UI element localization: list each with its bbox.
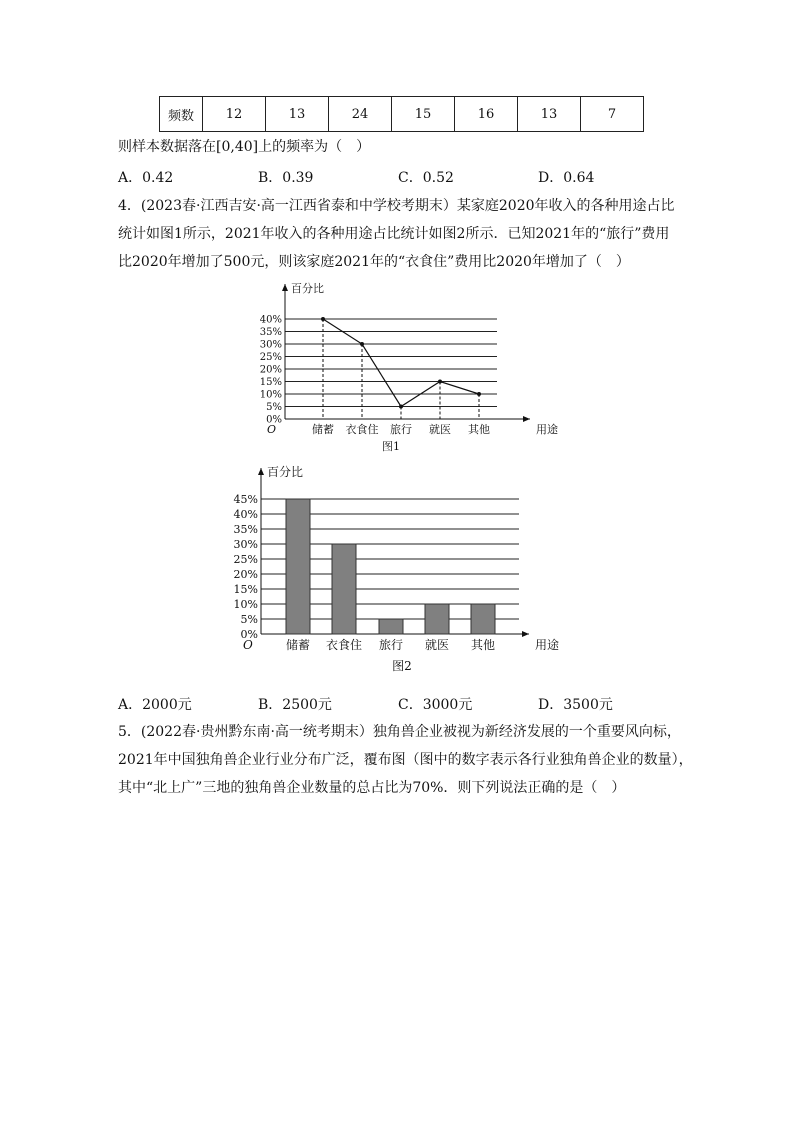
origin-label: O xyxy=(243,638,253,652)
x-tick-label: 衣食住 xyxy=(345,423,379,436)
x-axis-arrow xyxy=(522,631,529,637)
x-tick-label: 就医 xyxy=(424,638,450,652)
data-point xyxy=(321,317,325,321)
table-cell: 7 xyxy=(581,97,644,132)
x-tick-label: 储蓄 xyxy=(285,638,311,652)
q4-option-a: A．2000元 xyxy=(118,697,192,713)
table-row xyxy=(160,97,644,132)
question-5-line-2: 2021年中国独角兽企业行业分布广泛，覆布图（图中的数字表示各行业独角兽企业的数量）， xyxy=(118,752,693,768)
y-axis-arrow xyxy=(282,284,288,291)
figure-1-line-chart xyxy=(230,278,560,454)
q3-option-b: B．0.39 xyxy=(258,170,314,186)
table-cell: 24 xyxy=(329,97,392,132)
data-point xyxy=(399,405,403,409)
y-tick-label: 5% xyxy=(266,402,282,413)
q3-option-d: D．0.64 xyxy=(538,170,595,186)
question-4-line-2: 统计如图1所示，2021年收入的各种用途占比统计如图2所示．已知2021年的“旅行”费用 xyxy=(118,226,670,242)
y-axis-label: 百分比 xyxy=(267,465,304,479)
bar xyxy=(332,544,356,634)
x-axis-label: 用途 xyxy=(536,423,558,436)
x-tick-label: 旅行 xyxy=(378,638,404,652)
y-tick-label: 40% xyxy=(233,507,258,521)
y-tick-label: 0% xyxy=(266,414,282,426)
x-tick-label: 其他 xyxy=(470,638,496,652)
x-tick-label: 衣食住 xyxy=(325,638,363,652)
q4-option-b: B．2500元 xyxy=(258,697,332,713)
y-tick-label: 40% xyxy=(259,314,282,326)
y-tick-label: 10% xyxy=(259,389,282,401)
series-line xyxy=(323,319,479,407)
question-5-line-3: 其中“北上广”三地的独角兽企业数量的总占比为70%．则下列说法正确的是（ ） xyxy=(118,780,626,796)
y-tick-label: 30% xyxy=(233,537,258,551)
q3-option-c: C．0.52 xyxy=(398,170,454,186)
y-axis-label: 百分比 xyxy=(291,282,324,295)
bar xyxy=(286,499,310,634)
bar xyxy=(379,619,403,634)
x-tick-label: 旅行 xyxy=(390,423,412,436)
table-cell: 16 xyxy=(455,97,518,132)
origin-label: O xyxy=(267,423,277,436)
y-tick-label: 5% xyxy=(240,612,258,626)
y-tick-label: 25% xyxy=(233,552,258,566)
question-4-line-3: 比2020年增加了500元，则该家庭2021年的“衣食住”费用比2020年增加了（ ） xyxy=(118,254,630,270)
y-tick-label: 15% xyxy=(259,377,282,388)
figure-caption: 图1 xyxy=(382,440,400,453)
y-tick-label: 35% xyxy=(233,522,258,536)
x-axis-label: 用途 xyxy=(535,638,560,652)
x-tick-label: 储蓄 xyxy=(312,423,334,436)
y-tick-label: 30% xyxy=(259,339,282,351)
y-tick-label: 20% xyxy=(233,567,258,581)
table-cell: 15 xyxy=(392,97,455,132)
x-tick-label: 就医 xyxy=(429,423,451,436)
question-3-tail: 则样本数据落在[0,40]上的频率为（ ） xyxy=(118,139,371,155)
y-tick-label: 0% xyxy=(240,627,258,641)
y-tick-label: 10% xyxy=(233,597,258,611)
bar xyxy=(425,604,449,634)
x-axis-arrow xyxy=(523,416,530,422)
y-tick-label: 20% xyxy=(259,364,282,376)
y-tick-label: 35% xyxy=(259,327,282,338)
bar xyxy=(471,604,495,634)
q4-option-c: C．3000元 xyxy=(398,697,473,713)
figure-2-bar-chart xyxy=(225,462,585,676)
frequency-table xyxy=(159,96,644,132)
y-axis-arrow xyxy=(258,468,264,475)
y-tick-label: 25% xyxy=(259,352,282,363)
table-header-cell: 频数 xyxy=(160,97,203,132)
question-4-line-1: 4．(2023春·江西吉安·高一江西省泰和中学校考期末）某家庭2020年收入的各种用途占比 xyxy=(118,198,675,214)
q3-option-a: A．0.42 xyxy=(118,170,174,186)
question-5-line-1: 5．(2022春·贵州黔东南·高一统考期末）独角兽企业被视为新经济发展的一个重要风向标， xyxy=(118,724,681,740)
data-point xyxy=(438,380,442,384)
data-point xyxy=(360,342,364,346)
y-tick-label: 15% xyxy=(233,582,258,596)
x-tick-label: 其他 xyxy=(468,423,490,436)
table-cell: 13 xyxy=(518,97,581,132)
q4-option-d: D．3500元 xyxy=(538,697,613,713)
table-cell: 12 xyxy=(203,97,266,132)
figure-caption: 图2 xyxy=(392,659,412,673)
y-tick-label: 45% xyxy=(233,492,258,506)
table-cell: 13 xyxy=(266,97,329,132)
data-point xyxy=(477,392,481,396)
